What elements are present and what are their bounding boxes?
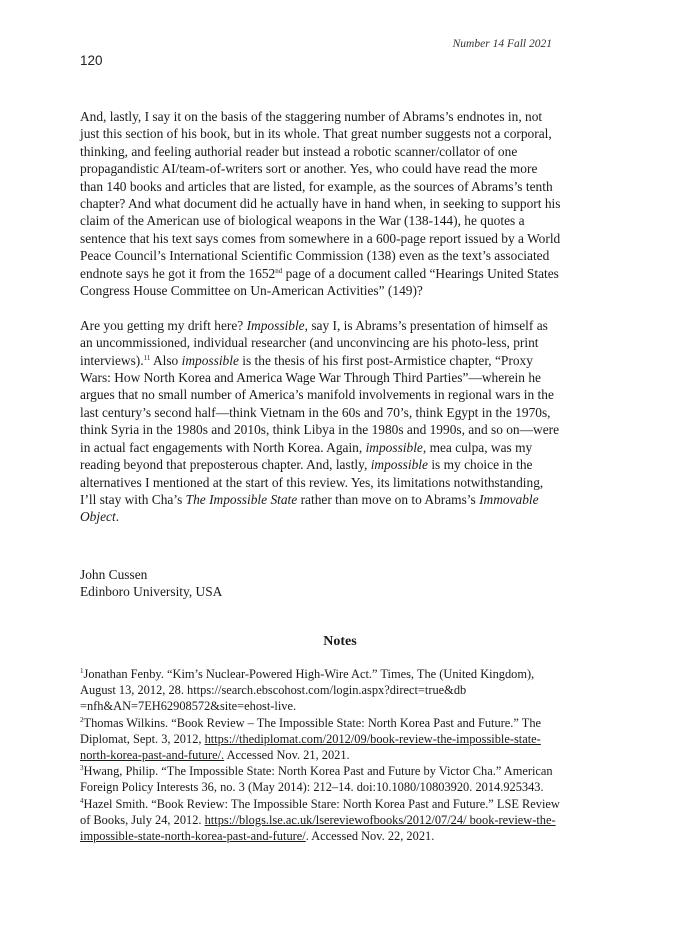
signature: [80, 566, 222, 601]
para2-text-5: , mea culpa, was my reading beyond that preposterous chapter. And, lastly,: [80, 439, 533, 473]
notes-heading: Notes: [323, 634, 357, 649]
para1-text-1: And, lastly, I say it on the basis of the staggering number of Abrams’s endnotes in, not just this section of his book, but in its whole. That great number suggests not a corporal, thinking, and feeling authorial reader but instead a robotic scanner/collator of one propagandistic AI/team-of-writers sort or another. Yes, who could have read the more than 140 books and articles that are listed, for example, as the sources of Abrams’s tenth chapter? And what document did he actually have in hand when, in seeking to support his claim of the American use of biological weapons in the War (138-144), he quotes a sentence that his text says comes from somewhere in a 600-page report issued by a World Peace Council’s International Scientific Commission (138) even as the text’s associated endnote says he got it from the 1652: [80, 109, 561, 281]
note-text: Hwang, Philip. “The Impossible State: North Korea Past and Future by Victor Cha.” American Foreign Policy Interests 36, no. 3 (May 2014): 212–14. doi:10.1080/10803920. 2014.925343.: [80, 764, 553, 795]
author-name: John Cussen: [80, 567, 148, 582]
running-head: Number 14 Fall 2021: [452, 38, 552, 50]
para1-text-2: page of a document called “Hearings United States Congress House Committee on Un-American Activities” (149)?: [80, 265, 559, 299]
note-text: Hazel Smith. “Book Review: The Impossible Stare: North Korea Past and Future.” LSE Review of Books, July 24, 2012.: [80, 796, 560, 827]
para2-text-4: is the thesis of his first post-Armistice chapter, “Proxy Wars: How North Korea and America Wage War Through Third Parties”—wherein he argues that no small number of America’s manifold involvements in regional wars in the last century’s second half—think Vietnam in the 60s and 70’s, think Egypt in the 1970s, think Syria in the 1980s and 2010s, think Libya in the 1980s and 1990s, and so on—were in actual fact engagements with North Korea. Again,: [80, 352, 560, 455]
note-tail: Accessed Nov. 21, 2021.: [224, 748, 350, 763]
note-link[interactable]: https://blogs.lse.ac.uk/lsereviewofbooks/2012/07/24/ book-review-the-impossible-state-north-korea-past-and-future/: [80, 812, 556, 844]
note-number: 1: [80, 667, 84, 675]
note-item: [80, 796, 566, 845]
paragraph-1: [80, 108, 562, 299]
ordinal-superscript: nd: [275, 266, 283, 275]
para2-italic-3: impossible: [365, 439, 423, 455]
para2-italic-1: Impossible: [246, 317, 305, 333]
para2-italic-2: impossible: [181, 352, 239, 368]
para2-text-7: rather than move on to Abrams’s: [297, 491, 480, 507]
para2-text-1: Are you getting my drift here?: [80, 317, 247, 333]
note-text: Jonathan Fenby. “Kim’s Nuclear-Powered High-Wire Act.” Times, The (United Kingdom), August 13, 2012, 28. https://search.ebscohost.com/login.aspx?direct=true&db =nfh&AN=7EH62908572&site=ehost-live.: [80, 667, 535, 714]
notes-list: [80, 666, 566, 844]
footnote-ref-11: 11: [143, 353, 151, 362]
para2-text-6: is my choice in the alternatives I mentioned at the start of this review. Yes, its limitations notwithstanding, I’ll stay with Cha’s: [80, 457, 544, 507]
note-number: 2: [80, 715, 84, 724]
para2-text-3: Also: [150, 352, 182, 368]
note-number: 3: [80, 764, 84, 773]
paragraph-2: [80, 317, 562, 526]
para2-italic-6: Immovable Object: [80, 491, 539, 525]
note-item: [80, 715, 566, 764]
note-item: [80, 666, 566, 715]
para2-text-2: , say I, is Abrams’s presentation of himself as an uncommissioned, individual researcher (and unconvincing are his photo-less, print interviews).: [80, 317, 548, 368]
note-number: 4: [80, 796, 84, 805]
para2-italic-5: The Impossible State: [185, 491, 298, 507]
para2-italic-4: impossible: [370, 457, 428, 473]
note-text: Thomas Wilkins. “Book Review – The Impossible State: North Korea Past and Future.” The Diplomat, Sept. 3, 2012,: [80, 715, 542, 746]
note-link[interactable]: https://thediplomat.com/2012/09/book-review-the-impossible-state-north-korea-past-and-future/.: [80, 731, 541, 763]
note-tail: . Accessed Nov. 22, 2021.: [305, 829, 435, 844]
body-text: [80, 108, 562, 526]
note-item: [80, 763, 566, 795]
para2-text-8: .: [115, 509, 120, 525]
page-number: 120: [80, 53, 103, 68]
author-affiliation: Edinboro University, USA: [80, 584, 223, 600]
